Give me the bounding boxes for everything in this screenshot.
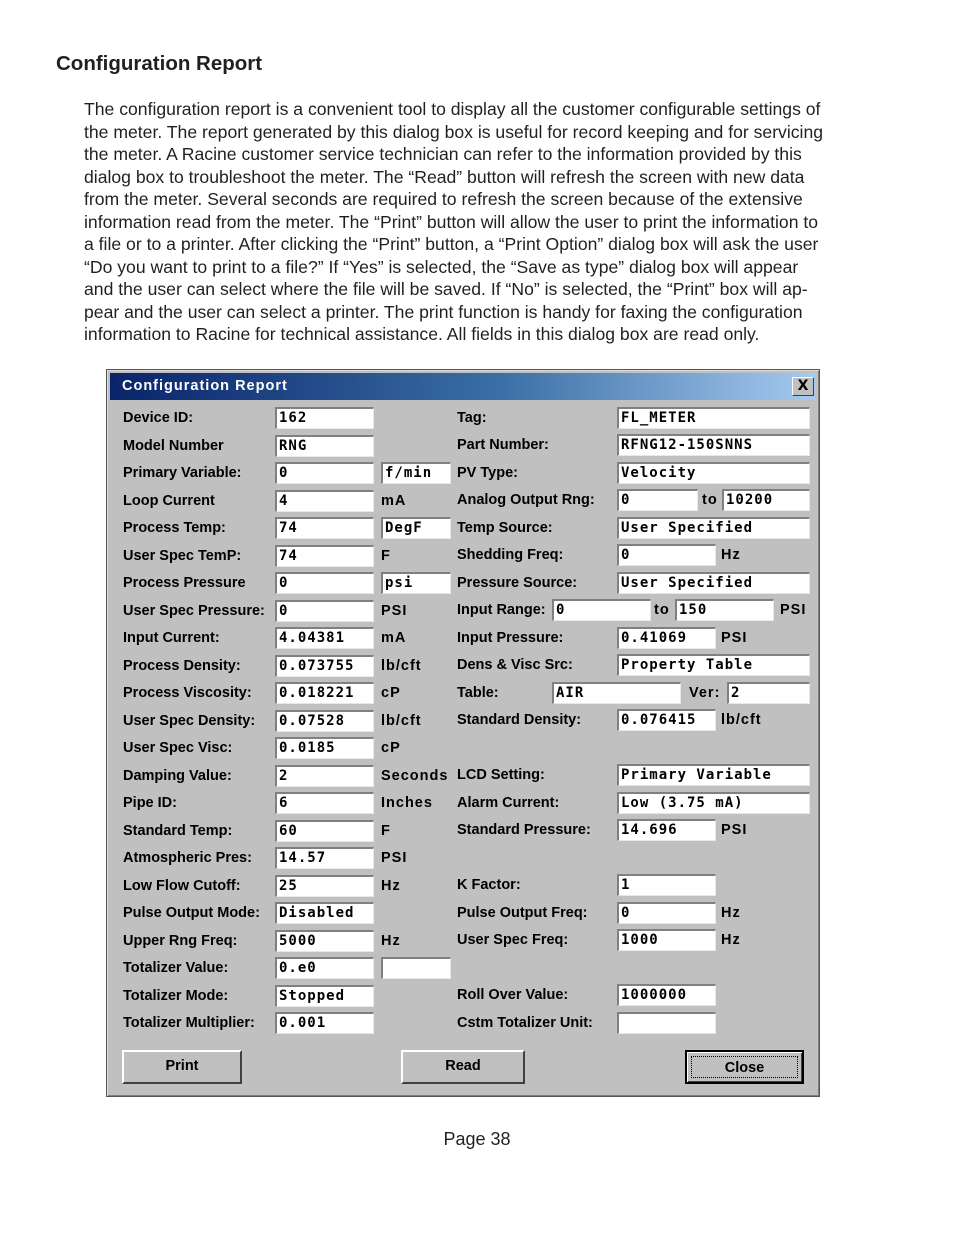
left-field-label: Totalizer Mode: bbox=[123, 988, 229, 1004]
left-field-label: Loop Current bbox=[123, 493, 215, 509]
close-button-focus bbox=[691, 1056, 798, 1078]
left-field-unit: Inches bbox=[381, 795, 433, 811]
paragraph-line: information to Racine for technical assistance. All fields in this dialog box are read only. bbox=[84, 324, 760, 344]
alarm-current-label: Alarm Current: bbox=[457, 795, 560, 811]
left-field-value[interactable]: 25 bbox=[275, 875, 374, 897]
standard-pressure-label: Standard Pressure: bbox=[457, 822, 591, 838]
input-range-from-field[interactable]: 0 bbox=[552, 599, 651, 621]
left-field-label: Process Pressure bbox=[123, 575, 246, 591]
tag-field[interactable]: FL_METER bbox=[617, 407, 810, 429]
paragraph-line: the meter. A Racine customer service technician can refer to the information provided by this bbox=[84, 144, 802, 164]
user-spec-freq-label: User Spec Freq: bbox=[457, 932, 569, 948]
left-field-unit: PSI bbox=[381, 603, 408, 619]
left-field-label: User Spec Pressure: bbox=[123, 603, 265, 619]
paragraph-line: from the meter. Several seconds are required to refresh the screen because of the extensive bbox=[84, 189, 803, 209]
left-field-label: Pulse Output Mode: bbox=[123, 905, 260, 921]
table-ver-label: Ver: bbox=[689, 685, 721, 701]
left-field-unit-box[interactable]: psi bbox=[381, 572, 451, 594]
k-factor-field[interactable]: 1 bbox=[617, 874, 716, 896]
roll-over-value-label: Roll Over Value: bbox=[457, 987, 569, 1003]
pv-type-label: PV Type: bbox=[457, 465, 518, 481]
left-field-label: Totalizer Multiplier: bbox=[123, 1015, 255, 1031]
standard-density-label: Standard Density: bbox=[457, 712, 582, 728]
left-field-label: Process Temp: bbox=[123, 520, 226, 536]
left-field-value[interactable]: 5000 bbox=[275, 930, 374, 952]
shedding-freq-unit: Hz bbox=[721, 547, 741, 563]
left-field-unit: F bbox=[381, 823, 391, 839]
analog-output-to-field[interactable]: 10200 bbox=[722, 489, 810, 511]
input-range-label: Input Range: bbox=[457, 602, 546, 618]
left-field-value[interactable]: 0 bbox=[275, 572, 374, 594]
left-field-unit-box[interactable]: DegF bbox=[381, 517, 451, 539]
page-number: Page 38 bbox=[443, 1129, 511, 1149]
k-factor-label: K Factor: bbox=[457, 877, 521, 893]
paragraph-line: dialog box to troubleshoot the meter. The “Read” button will refresh the screen with new data bbox=[84, 166, 805, 187]
left-field-unit: PSI bbox=[381, 850, 408, 866]
left-field-value[interactable]: 0.e0 bbox=[275, 957, 374, 979]
close-button-label: Close bbox=[724, 1060, 765, 1076]
left-field-label: Device ID: bbox=[123, 410, 194, 426]
standard-density-field[interactable]: 0.076415 bbox=[617, 709, 716, 731]
read-button[interactable]: Read bbox=[401, 1050, 525, 1084]
left-field-value[interactable]: 162 bbox=[275, 407, 374, 429]
left-field-label: Input Current: bbox=[123, 630, 220, 646]
left-field-value[interactable]: 4.04381 bbox=[275, 627, 374, 649]
analog-output-from-field[interactable]: 0 bbox=[617, 489, 698, 511]
left-field-value[interactable]: 0.07528 bbox=[275, 710, 374, 732]
paragraph-line: a file or to a printer. After clicking the “Print” button, a “Print Option” dialog box will ask the user bbox=[84, 234, 819, 254]
left-field-value[interactable]: 74 bbox=[275, 517, 374, 539]
left-field-label: Standard Temp: bbox=[123, 823, 233, 839]
pressure-source-label: Pressure Source: bbox=[457, 575, 578, 591]
left-field-value[interactable]: 74 bbox=[275, 545, 374, 567]
table-field[interactable]: AIR bbox=[552, 682, 681, 704]
left-field-value[interactable]: 6 bbox=[275, 792, 374, 814]
left-field-value[interactable]: 0.073755 bbox=[275, 655, 374, 677]
shedding-freq-label: Shedding Freq: bbox=[457, 547, 564, 563]
left-field-value[interactable]: 4 bbox=[275, 490, 374, 512]
left-field-value[interactable]: Disabled bbox=[275, 902, 374, 924]
left-field-value[interactable]: 14.57 bbox=[275, 847, 374, 869]
input-range-unit: PSI bbox=[780, 602, 807, 618]
paragraph-line: “Do you want to print to a file?” If “Yes” is selected, the “Save as type” dialog box will appear bbox=[84, 256, 799, 277]
dialog-title: Configuration Report bbox=[122, 378, 288, 394]
left-field-unit: lb/cft bbox=[381, 713, 422, 729]
left-field-unit-box[interactable] bbox=[381, 957, 451, 979]
roll-over-value-field[interactable]: 1000000 bbox=[617, 984, 716, 1006]
left-field-value[interactable]: 60 bbox=[275, 820, 374, 842]
input-pressure-field[interactable]: 0.41069 bbox=[617, 627, 716, 649]
left-field-label: Low Flow Cutoff: bbox=[123, 878, 241, 894]
dialog-titlebar bbox=[110, 373, 816, 400]
input-pressure-unit: PSI bbox=[721, 630, 748, 646]
cstm-totalizer-unit-field[interactable] bbox=[617, 1012, 716, 1034]
standard-pressure-field[interactable]: 14.696 bbox=[617, 819, 716, 841]
input-pressure-label: Input Pressure: bbox=[457, 630, 564, 646]
left-field-label: User Spec TemP: bbox=[123, 548, 242, 564]
cstm-totalizer-unit-label: Cstm Totalizer Unit: bbox=[457, 1015, 593, 1031]
left-field-label: User Spec Density: bbox=[123, 713, 256, 729]
table-label: Table: bbox=[457, 685, 499, 701]
left-field-value[interactable]: 0 bbox=[275, 600, 374, 622]
left-field-value[interactable]: 0.001 bbox=[275, 1012, 374, 1034]
analog-output-label: Analog Output Rng: bbox=[457, 492, 595, 508]
pv-type-field[interactable]: Velocity bbox=[617, 462, 810, 484]
input-range-to-field[interactable]: 150 bbox=[675, 599, 774, 621]
pressure-source-field[interactable]: User Specified bbox=[617, 572, 810, 594]
left-field-unit: Hz bbox=[381, 933, 401, 949]
left-field-value[interactable]: 2 bbox=[275, 765, 374, 787]
analog-output-to-label: to bbox=[702, 492, 718, 508]
left-field-value[interactable]: 0.018221 bbox=[275, 682, 374, 704]
left-field-label: Pipe ID: bbox=[123, 795, 177, 811]
left-field-label: Damping Value: bbox=[123, 768, 232, 784]
left-field-label: Atmospheric Pres: bbox=[123, 850, 252, 866]
close-icon[interactable]: X bbox=[792, 377, 814, 396]
left-field-label: Process Viscosity: bbox=[123, 685, 252, 701]
user-spec-freq-unit: Hz bbox=[721, 932, 741, 948]
left-field-label: Totalizer Value: bbox=[123, 960, 229, 976]
lcd-setting-label: LCD Setting: bbox=[457, 767, 545, 783]
print-button[interactable]: Print bbox=[122, 1050, 242, 1084]
table-ver-field[interactable]: 2 bbox=[727, 682, 810, 704]
left-field-unit-box[interactable]: f/min bbox=[381, 462, 451, 484]
left-field-value[interactable]: RNG bbox=[275, 435, 374, 457]
input-range-to-label: to bbox=[654, 602, 670, 618]
left-field-label: User Spec Visc: bbox=[123, 740, 233, 756]
left-field-label: Primary Variable: bbox=[123, 465, 242, 481]
intro-paragraph bbox=[84, 98, 884, 346]
part-number-label: Part Number: bbox=[457, 437, 549, 453]
left-field-unit: mA bbox=[381, 493, 407, 509]
left-field-unit: Hz bbox=[381, 878, 401, 894]
paragraph-line: and the user can select where the file will be saved. If “No” is selected, the “Print” box will ap- bbox=[84, 279, 808, 299]
left-field-label: Upper Rng Freq: bbox=[123, 933, 238, 949]
left-field-unit: Seconds bbox=[381, 768, 449, 784]
paragraph-line: pear and the user can select a printer. The print function is handy for faxing the configuration bbox=[84, 301, 803, 322]
dens-visc-src-field[interactable]: Property Table bbox=[617, 654, 810, 676]
alarm-current-field[interactable]: Low (3.75 mA) bbox=[617, 792, 810, 814]
shedding-freq-field[interactable]: 0 bbox=[617, 544, 716, 566]
dens-visc-src-label: Dens & Visc Src: bbox=[457, 657, 573, 673]
part-number-field[interactable]: RFNG12-150SNNS bbox=[617, 434, 810, 456]
page-heading: Configuration Report bbox=[56, 52, 263, 75]
left-field-value[interactable]: Stopped bbox=[275, 985, 374, 1007]
close-button[interactable] bbox=[685, 1050, 804, 1084]
standard-density-unit: lb/cft bbox=[721, 712, 762, 728]
standard-pressure-unit: PSI bbox=[721, 822, 748, 838]
temp-source-label: Temp Source: bbox=[457, 520, 553, 536]
tag-label: Tag: bbox=[457, 410, 487, 426]
left-field-value[interactable]: 0 bbox=[275, 462, 374, 484]
paragraph-line: The configuration report is a convenient tool to display all the customer configurable settings of bbox=[84, 99, 821, 119]
user-spec-freq-field[interactable]: 1000 bbox=[617, 929, 716, 951]
left-field-unit: cP bbox=[381, 740, 401, 756]
left-field-unit: F bbox=[381, 548, 391, 564]
paragraph-line: the meter. The report generated by this dialog box is useful for record keeping and for servicing bbox=[84, 121, 824, 142]
left-field-label: Process Density: bbox=[123, 658, 241, 674]
pulse-output-freq-unit: Hz bbox=[721, 905, 741, 921]
left-field-unit: cP bbox=[381, 685, 401, 701]
left-field-unit: lb/cft bbox=[381, 658, 422, 674]
lcd-setting-field[interactable]: Primary Variable bbox=[617, 764, 810, 786]
left-field-label: Model Number bbox=[123, 438, 224, 454]
pulse-output-freq-field[interactable]: 0 bbox=[617, 902, 716, 924]
left-field-value[interactable]: 0.0185 bbox=[275, 737, 374, 759]
configuration-report-dialog bbox=[106, 369, 820, 1097]
paragraph-line: information read from the meter. The “Print” button will allow the user to print the information to bbox=[84, 211, 819, 232]
pulse-output-freq-label: Pulse Output Freq: bbox=[457, 905, 588, 921]
left-field-unit: mA bbox=[381, 630, 407, 646]
temp-source-field[interactable]: User Specified bbox=[617, 517, 810, 539]
